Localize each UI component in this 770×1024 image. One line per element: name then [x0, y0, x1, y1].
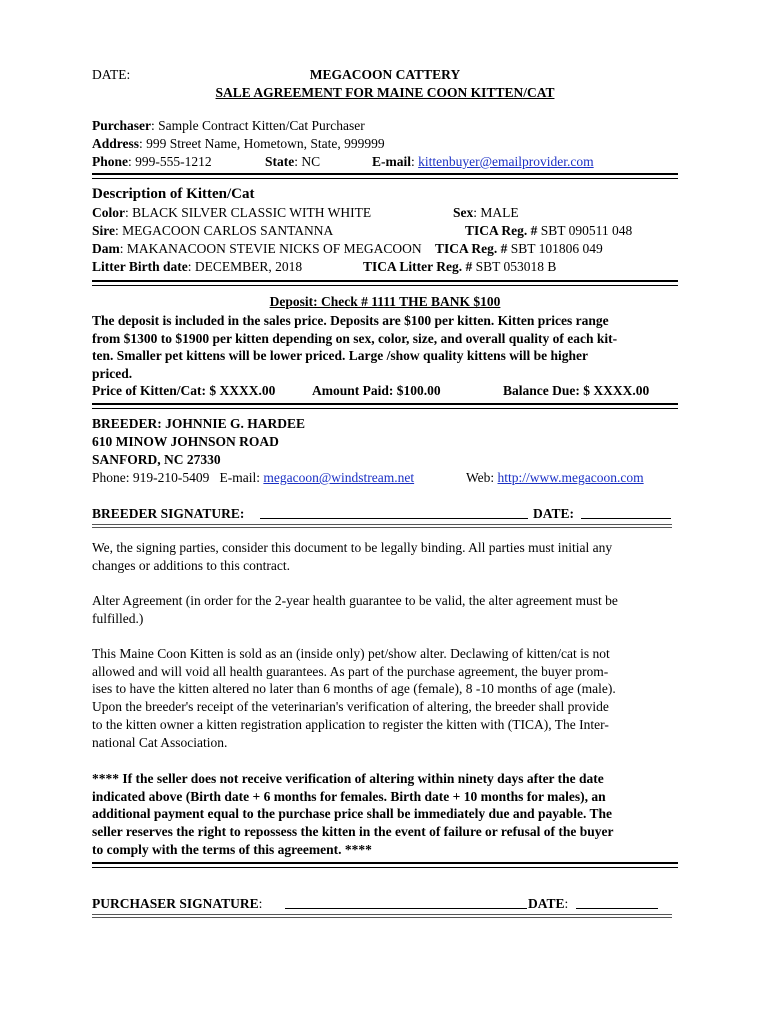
section-divider	[92, 524, 672, 528]
sire-reg-line	[465, 223, 632, 239]
purchaser-signature-label: PURCHASER SIGNATURE	[92, 896, 259, 911]
litter-reg-label: TICA Litter Reg. #	[363, 259, 473, 274]
email-label: E-mail	[372, 154, 411, 169]
purchaser-label: Purchaser	[92, 118, 151, 133]
purchaser-signature-colon: :	[258, 896, 263, 911]
section-divider	[92, 862, 678, 868]
purchaser-signature-line	[92, 896, 262, 912]
breeder-signature-field[interactable]	[260, 506, 528, 523]
binding-paragraph	[92, 539, 682, 574]
email-sep: :	[411, 154, 419, 169]
litter-reg-line	[363, 259, 556, 275]
purchaser-date-label: DATE	[528, 896, 565, 911]
birth-date-line	[92, 259, 302, 275]
purchaser-phone-line	[92, 154, 212, 170]
paragraph-line: to comply with the terms of this agreement. ****	[92, 841, 372, 857]
purchaser-signature-field[interactable]	[285, 896, 527, 913]
section-divider	[92, 280, 678, 286]
deposit-line: priced.	[92, 366, 133, 382]
breeder-signature-label: BREEDER SIGNATURE:	[92, 506, 245, 521]
birth-date: : DECEMBER, 2018	[187, 259, 303, 274]
deposit-line: The deposit is included in the sales price. Deposits are $100 per kitten. Kitten prices range	[92, 313, 609, 328]
price-of-kitten: Price of Kitten/Cat: $ XXXX.00	[92, 383, 276, 398]
dam-label: Dam	[92, 241, 120, 256]
document-subtitle: SALE AGREEMENT FOR MAINE COON KITTEN/CAT	[215, 85, 555, 100]
pet-show-alter-paragraph	[92, 645, 682, 751]
breeder-web-label: Web:	[466, 470, 495, 485]
date-label: DATE:	[92, 67, 131, 82]
kitten-color: : BLACK SILVER CLASSIC WITH WHITE	[125, 205, 372, 220]
kitten-section-title: Description of Kitten/Cat	[92, 186, 255, 202]
breeder-city: SANFORD, NC 27330	[92, 452, 221, 467]
paragraph-line: national Cat Association.	[92, 734, 228, 750]
purchaser-phone: : 999-555-1212	[128, 154, 212, 169]
purchaser-email-link[interactable]: kittenbuyer@emailprovider.com	[418, 154, 594, 169]
breeder-date-label: DATE:	[533, 506, 575, 521]
kitten-color-line	[92, 205, 371, 221]
breeder-phone: Phone: 919-210-5409	[92, 470, 210, 485]
paragraph-line: **** If the seller does not receive verification of altering within ninety days after the date	[92, 771, 604, 786]
breeder-web-line	[466, 470, 644, 486]
dam-reg-line	[435, 241, 603, 257]
sex-label: Sex	[453, 205, 474, 220]
purchaser-email-line	[372, 154, 594, 170]
phone-label: Phone	[92, 154, 129, 169]
purchaser-date-line	[528, 896, 568, 912]
deposit-terms	[92, 312, 682, 383]
paragraph-line: to the kitten owner a kitten registration application to register the kitten with (TICA), The Inter-	[92, 716, 609, 732]
dam-name: : MAKANACOON STEVIE NICKS OF MEGACOON	[119, 241, 422, 256]
verification-warning-paragraph	[92, 770, 682, 859]
paragraph-line: Upon the breeder's receipt of the veterinarian's verification of altering, the breeder shall provide	[92, 699, 609, 715]
deposit-line: ten. Smaller pet kittens will be lower priced. Large /show quality kittens will be higher	[92, 348, 588, 364]
paragraph-line: changes or additions to this contract.	[92, 557, 290, 573]
alter-agreement-paragraph	[92, 592, 682, 627]
sire-line	[92, 223, 333, 239]
section-divider	[92, 403, 678, 409]
purchaser-date-colon: :	[564, 896, 569, 911]
purchaser-address: : 999 Street Name, Hometown, State, 999999	[139, 136, 385, 151]
dam-reg-label: TICA Reg. #	[435, 241, 508, 256]
purchaser-name: : Sample Contract Kitten/Cat Purchaser	[151, 118, 365, 133]
breeder-name: BREEDER: JOHNNIE G. HARDEE	[92, 416, 306, 431]
purchaser-address-line	[92, 136, 385, 152]
paragraph-line: seller reserves the right to repossess the kitten in the event of failure or refusal of the buyer	[92, 824, 614, 840]
litter-reg-number: SBT 053018 B	[472, 259, 557, 274]
paragraph-line: fulfilled.)	[92, 610, 144, 626]
purchaser-state-line	[265, 154, 320, 170]
paragraph-line: allowed and will void all health guarantees. As part of the purchase agreement, the buyer prom-	[92, 663, 609, 679]
deposit-line: from $1300 to $1900 per kitten depending on sex, color, size, and overall quality of each kit-	[92, 330, 618, 346]
paragraph-line: ises to have the kitten altered no later than 6 months of age (female), 8 -10 months of age (male).	[92, 681, 616, 697]
deposit-heading: Deposit: Check # 1111 THE BANK $100	[269, 294, 501, 309]
purchaser-name-line	[92, 118, 365, 134]
breeder-email-link[interactable]: megacoon@windstream.net	[263, 470, 415, 485]
paragraph-line: We, the signing parties, consider this document to be legally binding. All parties must initial any	[92, 540, 613, 555]
purchaser-state: : NC	[294, 154, 321, 169]
address-label: Address	[92, 136, 140, 151]
breeder-street: 610 MINOW JOHNSON ROAD	[92, 434, 279, 449]
kitten-sex: : MALE	[473, 205, 519, 220]
breeder-date-field[interactable]	[581, 506, 671, 523]
section-divider	[92, 914, 672, 918]
sire-reg-number: SBT 090511 048	[537, 223, 633, 238]
amount-paid: Amount Paid: $100.00	[312, 383, 441, 398]
color-label: Color	[92, 205, 125, 220]
state-label: State	[265, 154, 295, 169]
paragraph-line: additional payment equal to the purchase price shall be immediately due and payable. The	[92, 806, 613, 822]
dam-reg-number: SBT 101806 049	[507, 241, 603, 256]
dam-line	[92, 241, 422, 257]
sire-reg-label: TICA Reg. #	[465, 223, 538, 238]
paragraph-line: indicated above (Birth date + 6 months for females. Birth date + 10 months for males), an	[92, 788, 606, 804]
kitten-sex-line	[453, 205, 519, 221]
purchaser-date-field[interactable]	[576, 896, 658, 913]
document-title: MEGACOON CATTERY	[309, 67, 461, 82]
sire-name: : MEGACOON CARLOS SANTANNA	[115, 223, 334, 238]
breeder-contact-line	[92, 470, 414, 486]
section-divider	[92, 173, 678, 179]
breeder-email-label: E-mail:	[219, 470, 260, 485]
sire-label: Sire	[92, 223, 115, 238]
paragraph-line: Alter Agreement (in order for the 2-year health guarantee to be valid, the alter agreement must be	[92, 593, 618, 608]
birth-date-label: Litter Birth date	[92, 259, 188, 274]
paragraph-line: This Maine Coon Kitten is sold as an (inside only) pet/show alter. Declawing of kitten/cat is not	[92, 646, 610, 661]
balance-due: Balance Due: $ XXXX.00	[503, 383, 650, 398]
breeder-web-link[interactable]: http://www.megacoon.com	[497, 470, 644, 485]
